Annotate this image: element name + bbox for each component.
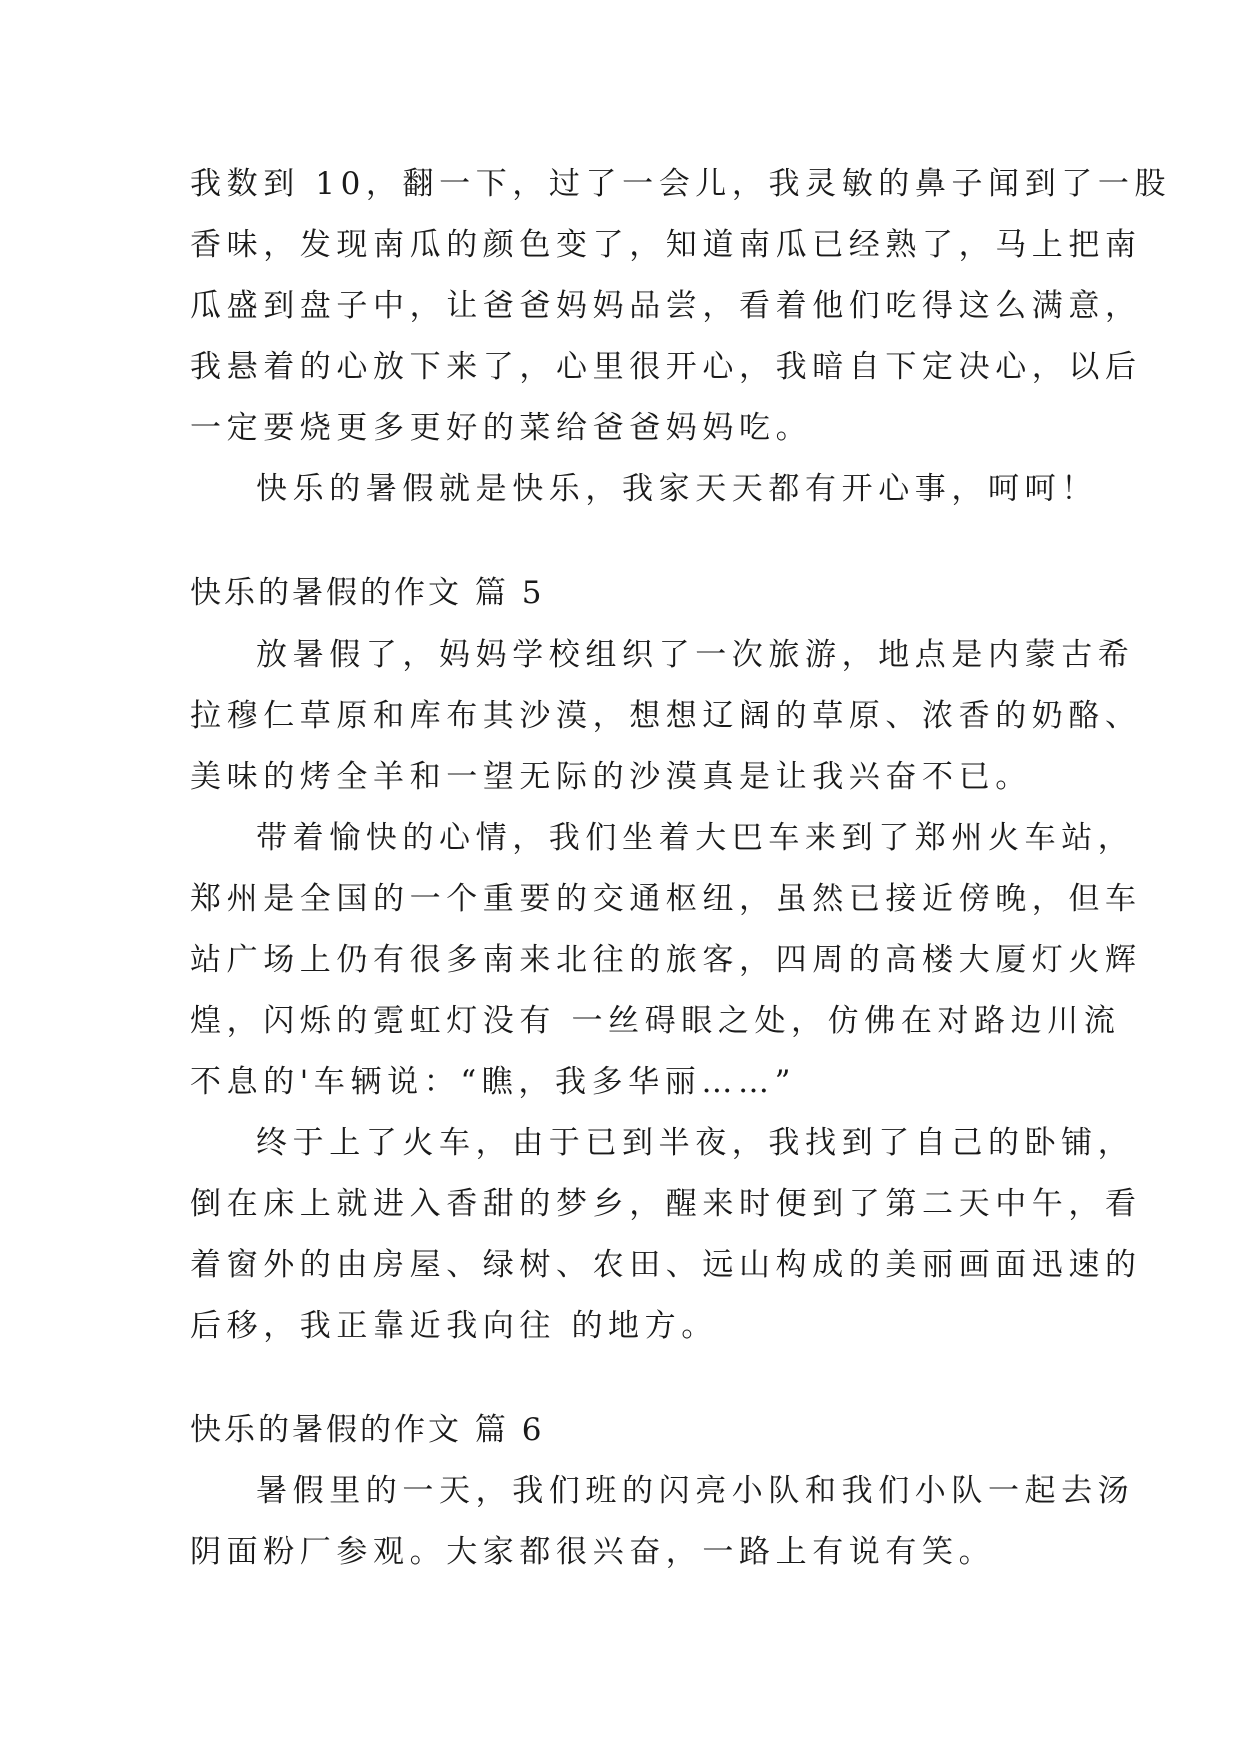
text-line: 放暑假了，妈妈学校组织了一次旅游，地点是内蒙古希 xyxy=(256,637,1135,673)
text-line: 后移，我正靠近我向往 的地方。 xyxy=(190,1308,718,1344)
text-line: 我悬着的心放下来了，心里很开心，我暗自下定决心，以后 xyxy=(190,349,1142,385)
text-line: 终于上了火车，由于已到半夜，我找到了自己的卧铺， xyxy=(256,1125,1135,1161)
text-line: 瓜盛到盘子中，让爸爸妈妈品尝，看着他们吃得这么满意， xyxy=(190,288,1142,324)
text-line: 香味，发现南瓜的颜色变了，知道南瓜已经熟了，马上把南 xyxy=(190,227,1142,263)
section-heading-6: 快乐的暑假的作文 篇 6 xyxy=(190,1412,545,1448)
paragraph-summer-happiness: 快乐的暑假就是快乐，我家天天都有开心事，呵呵！ xyxy=(256,471,1098,507)
text-line: 一定要烧更多更好的菜给爸爸妈妈吃。 xyxy=(190,410,813,446)
text-line: 阴面粉厂参观。大家都很兴奋，一路上有说有笑。 xyxy=(190,1534,996,1570)
text-line: 美味的烤全羊和一望无际的沙漠真是让我兴奋不已。 xyxy=(190,759,1032,795)
text-line: 站广场上仍有很多南来北往的旅客，四周的高楼大厦灯火辉 xyxy=(190,942,1142,978)
text-line: 带着愉快的心情，我们坐着大巴车来到了郑州火车站， xyxy=(256,820,1135,856)
text-line: 着窗外的由房屋、绿树、农田、远山构成的美丽画面迅速的 xyxy=(190,1247,1142,1283)
text-line: 倒在床上就进入香甜的梦乡，醒来时便到了第二天中午，看 xyxy=(190,1186,1142,1222)
text-line: 郑州是全国的一个重要的交通枢纽，虽然已接近傍晚，但车 xyxy=(190,881,1142,917)
text-line: 拉穆仁草原和库布其沙漠，想想辽阔的草原、浓香的奶酪、 xyxy=(190,698,1142,734)
text-line: 不息的'车辆说：“瞧，我多华丽……” xyxy=(190,1064,797,1100)
section-heading-5: 快乐的暑假的作文 篇 5 xyxy=(190,575,545,611)
text-line: 煌，闪烁的霓虹灯没有 一丝碍眼之处，仿佛在对路边川流 xyxy=(190,1003,1121,1039)
text-line: 我数到 10，翻一下，过了一会儿，我灵敏的鼻子闻到了一股 xyxy=(190,166,1172,202)
text-line: 暑假里的一天，我们班的闪亮小队和我们小队一起去汤 xyxy=(256,1473,1135,1509)
